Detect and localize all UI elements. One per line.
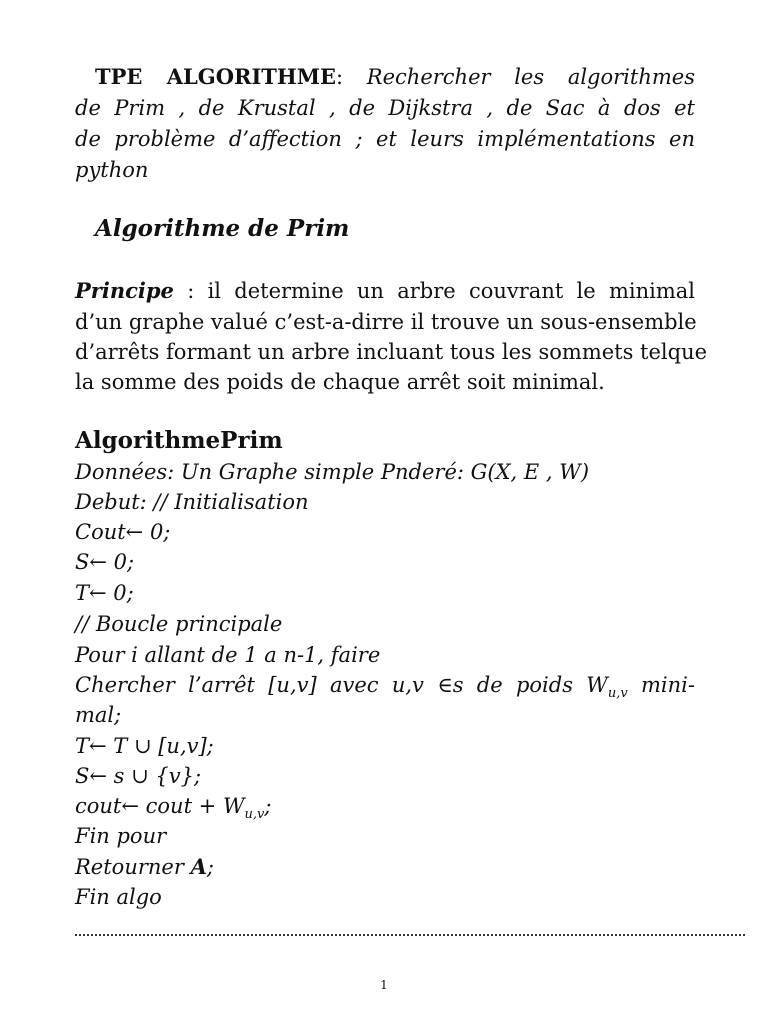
principe-colon: : — [187, 279, 195, 303]
algo-chercher — [75, 670, 695, 704]
principe-text: il determine un arbre couvrant le minimal — [207, 279, 695, 303]
algo-t-init: T← 0; — [75, 581, 134, 605]
algo-debut: Debut: // Initialisation — [75, 490, 309, 514]
algo-retourner-var: A — [190, 854, 207, 879]
algo-donnees: Données: Un Graphe simple Pnderé: G(X, E , W) — [75, 460, 590, 484]
principe-line-2: d’un graphe valué c’est-a-dirre il trouve un sous-ensemble — [75, 310, 697, 334]
algo-cout-init: Cout← 0; — [75, 520, 171, 544]
algo-t-update: T← T ∪ [u,v]; — [75, 734, 214, 758]
algo-retourner — [75, 852, 695, 882]
algo-fin-algo: Fin algo — [75, 885, 162, 909]
algo-cout-update-text: cout← cout + W — [75, 794, 245, 818]
intro-text: Rechercher les algorithmes — [366, 65, 695, 89]
algo-cout-update-end: ; — [264, 794, 272, 818]
intro-colon: : — [336, 65, 344, 89]
algo-s-update: S← s ∪ {v}; — [75, 764, 202, 788]
algo-s-init: S← 0; — [75, 550, 135, 574]
algo-retourner-end: ; — [206, 855, 214, 879]
intro-label: TPE ALGORITHME — [95, 64, 337, 89]
principe-line-1 — [75, 276, 695, 306]
intro-line-3: de problème d’affection ; et leurs implémentations en — [75, 127, 695, 151]
algo-cout-update-subscript: u,v — [244, 807, 265, 822]
section-title: Algorithme de Prim — [95, 215, 350, 242]
intro-line-1 — [95, 62, 695, 92]
intro-line-4: python — [75, 158, 149, 182]
algo-chercher-end: mini- — [641, 673, 695, 697]
algo-chercher-subscript: u,v — [607, 686, 628, 701]
principe-line-3: d’arrêts formant un arbre incluant tous les sommets telque — [75, 340, 708, 364]
algo-pour: Pour i allant de 1 a n-1, faire — [75, 643, 381, 667]
algo-title: AlgorithmePrim — [75, 427, 283, 454]
algo-retourner-text: Retourner — [75, 855, 184, 879]
algo-chercher-cont: mal; — [75, 703, 122, 727]
algo-fin-pour: Fin pour — [75, 824, 167, 848]
dotted-separator — [75, 928, 745, 936]
principe-label: Principe — [75, 278, 174, 303]
page-number: 1 — [380, 978, 388, 992]
principe-line-4: la somme des poids de chaque arrêt soit minimal. — [75, 370, 605, 394]
algo-cout-update — [75, 791, 695, 825]
algo-boucle-comment: // Boucle principale — [75, 612, 283, 636]
algo-chercher-text: Chercher l’arrêt [u,v] avec u,v ∈s de poids W — [75, 673, 608, 697]
intro-line-2: de Prim , de Krustal , de Dijkstra , de Sac à dos et — [75, 96, 695, 120]
